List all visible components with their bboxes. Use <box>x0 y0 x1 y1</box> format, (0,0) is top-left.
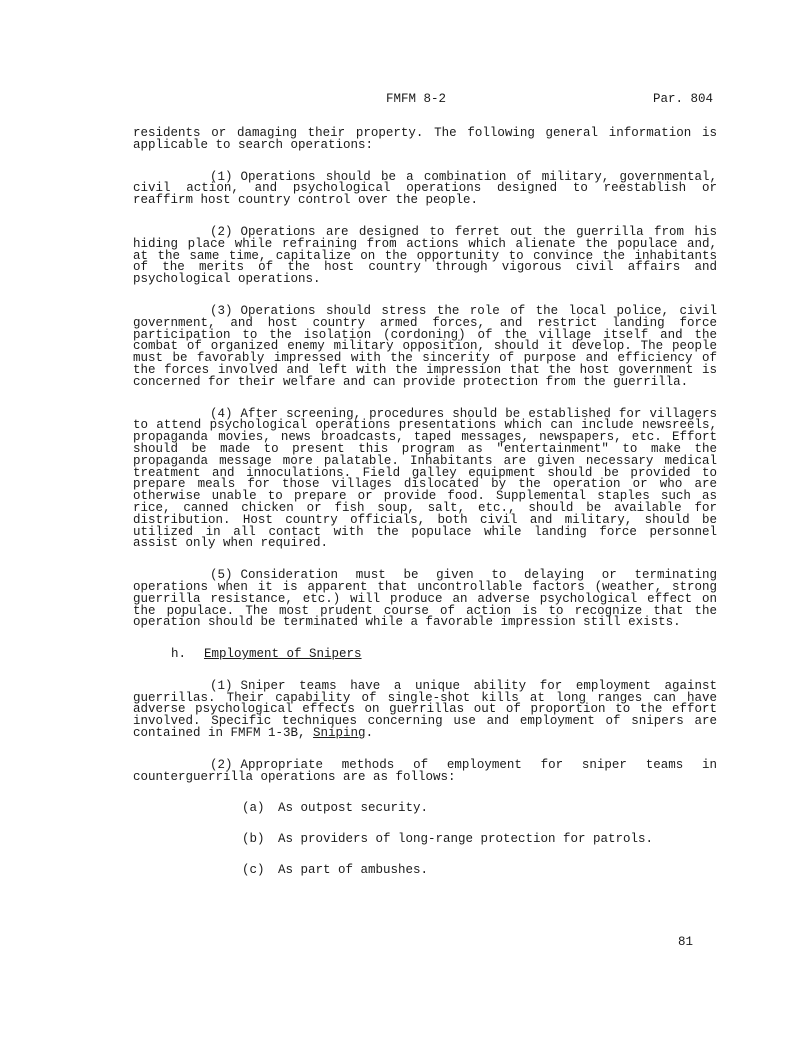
page-number: 81 <box>678 935 694 949</box>
sniper-item-1 <box>133 678 717 741</box>
section-title: Employment of Snipers <box>204 647 362 662</box>
document-id: FMFM 8-2 <box>386 92 447 106</box>
list-text: As outpost security. <box>278 801 429 816</box>
body-text <box>133 128 717 896</box>
search-item-1 <box>133 169 717 208</box>
item-text: Operations should be a combination of military, governmental, civil action, and psychological operations designed to reestablish or reaffirm host country control over the people. <box>133 169 717 208</box>
section-letter: h. <box>171 647 187 662</box>
list-text: As part of ambushes. <box>278 863 429 878</box>
search-item-3 <box>133 303 717 389</box>
item-number: (5) <box>210 568 233 583</box>
item-text: After screening, procedures should be established for villagers to attend psychological operations presentations which can include newsreels, propaganda movies, news broadcasts, taped messages, newspapers, etc. Effort should be made to present this program as "entertainment" to make the propaganda message more palatable. Inhabitants are given necessary medical treatment and innoculations. Field galley equipment should be provided to prepare meals for those villages dislocated by the operation or who are otherwise unable to prepare or provide food. Supplemental staples such as rice, canned chicken or fish soup, salt, etc., should be available for distribution. Host country officials, both civil and military, should be utilized in all contact with the populace while landing force personnel assist only when required. <box>133 406 717 551</box>
item-number: (3) <box>210 303 233 318</box>
item-number: (1) <box>210 678 233 693</box>
item-number: (2) <box>210 757 233 772</box>
item-text-end: . <box>365 726 374 741</box>
search-item-2 <box>133 224 717 287</box>
paragraph-reference: Par. 804 <box>653 92 714 106</box>
employment-methods-list <box>242 803 717 876</box>
item-number: (1) <box>210 169 233 184</box>
item-text: Operations are designed to ferret out the guerrilla from his hiding place while refraining from actions which alienate the populace and, at the same time, capitalize on the opportunity to convince the inhabitants of the merits of the host country through vigorous civil affairs and psychological operations. <box>133 224 717 287</box>
item-text: Appropriate methods of employment for sniper teams in counterguerrilla operations are as follows: <box>133 757 717 784</box>
reference-title: Sniping <box>313 726 366 741</box>
section-h-heading <box>171 649 717 661</box>
item-text: Consideration must be given to delaying or terminating operations when it is apparent that uncontrollable factors (weather, strong guerrilla resistance, etc.) will produce an adverse psychological effect on the populace. The most prudent course of action is to recognize that the operation should be terminated while a favorable impression still exists. <box>133 568 717 630</box>
list-item <box>242 803 717 815</box>
item-text: Sniper teams have a unique ability for employment against guerrillas. Their capability of single-shot kills at long ranges can have adverse psychological effects on guerrillas out of proportion to the effort involved. Specific techniques concerning use and employment of snipers are contained in FMFM 1-3B, <box>133 678 717 741</box>
sniper-item-2 <box>133 757 717 784</box>
item-number: (2) <box>210 224 233 239</box>
list-label: (a) <box>242 801 265 816</box>
intro-paragraph: residents or damaging their property. The following general information is applicable to search operations: <box>133 126 717 152</box>
search-item-5 <box>133 570 717 629</box>
search-item-4 <box>133 406 717 551</box>
item-number: (4) <box>210 406 233 421</box>
item-text: Operations should stress the role of the local police, civil government, and host country armed forces, and restrict landing force participation to the isolation (cordoning) of the village itself and the combat of organized enemy military opposition, should it develop. The people must be favorably impressed with the sincerity of purpose and efficiency of the forces involved and left with the impression that the host government is concerned for their welfare and can provide protection from the guerrilla. <box>133 303 717 389</box>
list-label: (c) <box>242 863 265 878</box>
list-label: (b) <box>242 832 265 847</box>
list-item <box>242 834 717 846</box>
list-item <box>242 865 717 877</box>
list-text: As providers of long-range protection for patrols. <box>278 832 654 847</box>
